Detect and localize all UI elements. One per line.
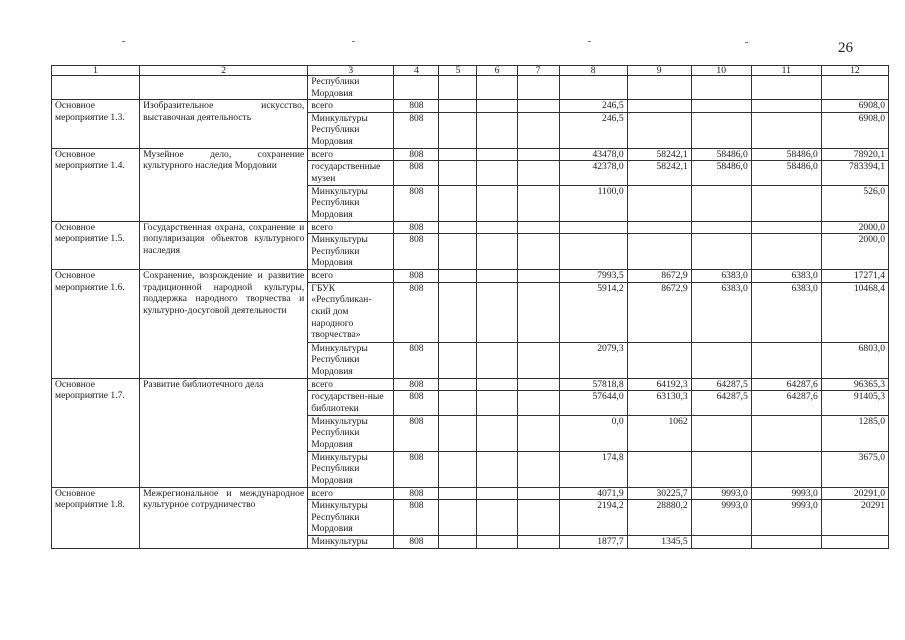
value-cell: 174,8 [559,451,627,487]
code-cell [394,76,439,100]
empty-cell [439,161,477,185]
code-cell: 808 [394,451,439,487]
value-cell: 9993,0 [751,500,821,536]
source-cell: всего [308,378,394,391]
empty-cell [477,234,517,270]
code-cell: 808 [394,536,439,549]
value-cell: 8672,9 [627,282,691,342]
empty-cell [517,221,559,234]
empty-cell [439,185,477,221]
source-cell: всего [308,270,394,283]
source-cell: Минкультуры Республики Мордовия [308,185,394,221]
value-cell: 58486,0 [751,148,821,161]
value-cell: 58242,1 [627,148,691,161]
column-number: 4 [394,66,439,76]
activity-code-cell: Основное мероприятие 1.6. [52,270,140,379]
value-cell: 9993,0 [691,487,751,500]
column-number: 5 [439,66,477,76]
value-cell: 10468,4 [821,282,888,342]
empty-cell [477,185,517,221]
value-cell: 2000,0 [821,221,888,234]
empty-cell [439,221,477,234]
source-cell: Республики Мордовия [308,76,394,100]
empty-cell [439,378,477,391]
value-cell: 20291 [821,500,888,536]
empty-cell [439,415,477,451]
value-cell [751,451,821,487]
empty-cell [517,148,559,161]
budget-table [51,65,889,549]
source-cell: Минкультуры Республики Мордовия [308,112,394,148]
empty-cell [477,112,517,148]
value-cell [751,536,821,549]
empty-cell [477,378,517,391]
source-cell: Минкультуры Республики Мордовия [308,415,394,451]
table-row [52,378,889,391]
table-row [52,270,889,283]
value-cell: 6908,0 [821,100,888,113]
table-row [52,148,889,161]
code-cell: 808 [394,148,439,161]
code-cell: 808 [394,221,439,234]
source-cell: всего [308,148,394,161]
value-cell [627,342,691,378]
scan-dot [745,42,748,43]
code-cell: 808 [394,487,439,500]
code-cell: 808 [394,500,439,536]
empty-cell [439,148,477,161]
column-number: 9 [627,66,691,76]
empty-cell [517,378,559,391]
empty-cell [517,234,559,270]
activity-code-cell [52,76,140,100]
activity-code-cell: Основное мероприятие 1.5. [52,221,140,270]
value-cell: 526,0 [821,185,888,221]
value-cell: 2194,2 [559,500,627,536]
code-cell: 808 [394,100,439,113]
value-cell [691,76,751,100]
column-number: 11 [751,66,821,76]
value-cell [691,451,751,487]
empty-cell [477,500,517,536]
activity-name-cell: Развитие библиотечного дела [140,378,308,487]
value-cell [821,536,888,549]
empty-cell [517,415,559,451]
page-number: 26 [838,40,853,56]
value-cell: 4071,9 [559,487,627,500]
table-row [52,221,889,234]
code-cell: 808 [394,234,439,270]
value-cell: 43478,0 [559,148,627,161]
column-number: 2 [140,66,308,76]
value-cell: 58486,0 [751,161,821,185]
empty-cell [517,100,559,113]
value-cell: 5914,2 [559,282,627,342]
value-cell [751,415,821,451]
empty-cell [517,487,559,500]
table-row [52,487,889,500]
column-number: 1 [52,66,140,76]
value-cell: 1100,0 [559,185,627,221]
value-cell: 64287,5 [691,391,751,415]
empty-cell [477,391,517,415]
value-cell: 42378,0 [559,161,627,185]
code-cell: 808 [394,378,439,391]
value-cell: 246,5 [559,100,627,113]
source-cell: Минкультуры [308,536,394,549]
scan-dot [122,41,125,42]
value-cell: 91405,3 [821,391,888,415]
activity-name-cell: Музейное дело, сохранение культурного наследия Мордовии [140,148,308,221]
value-cell: 30225,7 [627,487,691,500]
empty-cell [477,221,517,234]
code-cell: 808 [394,342,439,378]
value-cell: 64287,6 [751,391,821,415]
value-cell: 2079,3 [559,342,627,378]
activity-code-cell: Основное мероприятие 1.4. [52,148,140,221]
value-cell: 246,5 [559,112,627,148]
source-cell: государственные музеи [308,161,394,185]
code-cell: 808 [394,112,439,148]
empty-cell [517,112,559,148]
value-cell [627,451,691,487]
empty-cell [517,185,559,221]
value-cell: 96365,3 [821,378,888,391]
empty-cell [439,342,477,378]
value-cell: 64287,5 [691,378,751,391]
value-cell: 6383,0 [751,282,821,342]
empty-cell [477,342,517,378]
value-cell [691,185,751,221]
value-cell: 8672,9 [627,270,691,283]
value-cell: 9993,0 [751,487,821,500]
scan-dot [588,41,591,42]
empty-cell [477,415,517,451]
value-cell: 58242,1 [627,161,691,185]
code-cell: 808 [394,161,439,185]
value-cell [751,185,821,221]
empty-cell [517,536,559,549]
code-cell: 808 [394,391,439,415]
value-cell: 6383,0 [751,270,821,283]
source-cell: всего [308,487,394,500]
activity-name-cell: Изобразительное искусство, выставочная деятельность [140,100,308,149]
value-cell: 58486,0 [691,161,751,185]
value-cell: 0,0 [559,415,627,451]
value-cell [627,76,691,100]
value-cell: 1062 [627,415,691,451]
activity-name-cell [140,76,308,100]
value-cell: 1285,0 [821,415,888,451]
empty-cell [439,100,477,113]
value-cell [627,185,691,221]
value-cell [751,100,821,113]
value-cell [627,112,691,148]
column-number: 10 [691,66,751,76]
value-cell [751,342,821,378]
column-number: 8 [559,66,627,76]
source-cell: Минкультуры Республики Мордовия [308,342,394,378]
empty-cell [517,342,559,378]
value-cell: 64287,6 [751,378,821,391]
value-cell [751,112,821,148]
empty-cell [477,536,517,549]
activity-name-cell: Межрегиональное и международное культурное сотрудничество [140,487,308,548]
value-cell [691,221,751,234]
value-cell: 78920,1 [821,148,888,161]
source-cell: Минкультуры Республики Мордовия [308,500,394,536]
empty-cell [439,487,477,500]
empty-cell [477,161,517,185]
empty-cell [517,451,559,487]
activity-code-cell: Основное мероприятие 1.8. [52,487,140,548]
value-cell: 58486,0 [691,148,751,161]
empty-cell [517,500,559,536]
value-cell [691,536,751,549]
empty-cell [439,500,477,536]
value-cell: 1345,5 [627,536,691,549]
value-cell: 20291,0 [821,487,888,500]
value-cell: 6908,0 [821,112,888,148]
value-cell [559,234,627,270]
empty-cell [477,487,517,500]
empty-cell [477,100,517,113]
value-cell: 17271,4 [821,270,888,283]
activity-code-cell: Основное мероприятие 1.7. [52,378,140,487]
value-cell: 783394,1 [821,161,888,185]
source-cell: Минкультуры Республики Мордовия [308,234,394,270]
activity-code-cell: Основное мероприятие 1.3. [52,100,140,149]
empty-cell [439,282,477,342]
empty-cell [517,76,559,100]
empty-cell [439,451,477,487]
value-cell [691,415,751,451]
column-number: 7 [517,66,559,76]
value-cell [751,221,821,234]
empty-cell [517,270,559,283]
empty-cell [517,282,559,342]
table-row [52,100,889,113]
column-number: 3 [308,66,394,76]
value-cell [691,100,751,113]
column-number: 12 [821,66,888,76]
empty-cell [439,391,477,415]
value-cell [751,76,821,100]
value-cell: 57644,0 [559,391,627,415]
empty-cell [477,148,517,161]
empty-cell [439,270,477,283]
empty-cell [439,112,477,148]
value-cell [627,100,691,113]
empty-cell [439,234,477,270]
activity-name-cell: Государственная охрана, сохранение и популяризация объектов культурного наследия [140,221,308,270]
code-cell: 808 [394,185,439,221]
value-cell [751,234,821,270]
column-number-row [52,66,889,76]
value-cell [691,112,751,148]
value-cell [627,221,691,234]
code-cell: 808 [394,270,439,283]
source-cell: ГБУК «Республикан-ский дом народного творчества» [308,282,394,342]
code-cell: 808 [394,415,439,451]
source-cell: всего [308,100,394,113]
empty-cell [517,161,559,185]
empty-cell [477,451,517,487]
value-cell [559,76,627,100]
value-cell: 6803,0 [821,342,888,378]
value-cell: 2000,0 [821,234,888,270]
empty-cell [477,282,517,342]
value-cell: 64192,3 [627,378,691,391]
value-cell: 7993,5 [559,270,627,283]
value-cell [821,76,888,100]
empty-cell [517,391,559,415]
empty-cell [477,270,517,283]
activity-name-cell: Сохранение, возрождение и развитие традиционной народной культуры, поддержка народного творчества и культурно-досуговой деятельности [140,270,308,379]
value-cell: 3675,0 [821,451,888,487]
value-cell: 6383,0 [691,282,751,342]
empty-cell [439,536,477,549]
value-cell: 1877,7 [559,536,627,549]
column-number: 6 [477,66,517,76]
value-cell [559,221,627,234]
value-cell: 9993,0 [691,500,751,536]
source-cell: государствен-ные библиотеки [308,391,394,415]
value-cell [691,342,751,378]
empty-cell [439,76,477,100]
table-body [52,76,889,549]
empty-cell [477,76,517,100]
value-cell: 28880,2 [627,500,691,536]
value-cell: 63130,3 [627,391,691,415]
code-cell: 808 [394,282,439,342]
value-cell [691,234,751,270]
source-cell: всего [308,221,394,234]
scan-dot [352,41,355,42]
value-cell: 57818,8 [559,378,627,391]
value-cell: 6383,0 [691,270,751,283]
source-cell: Минкультуры Республики Мордовия [308,451,394,487]
value-cell [627,234,691,270]
table-row [52,76,889,100]
